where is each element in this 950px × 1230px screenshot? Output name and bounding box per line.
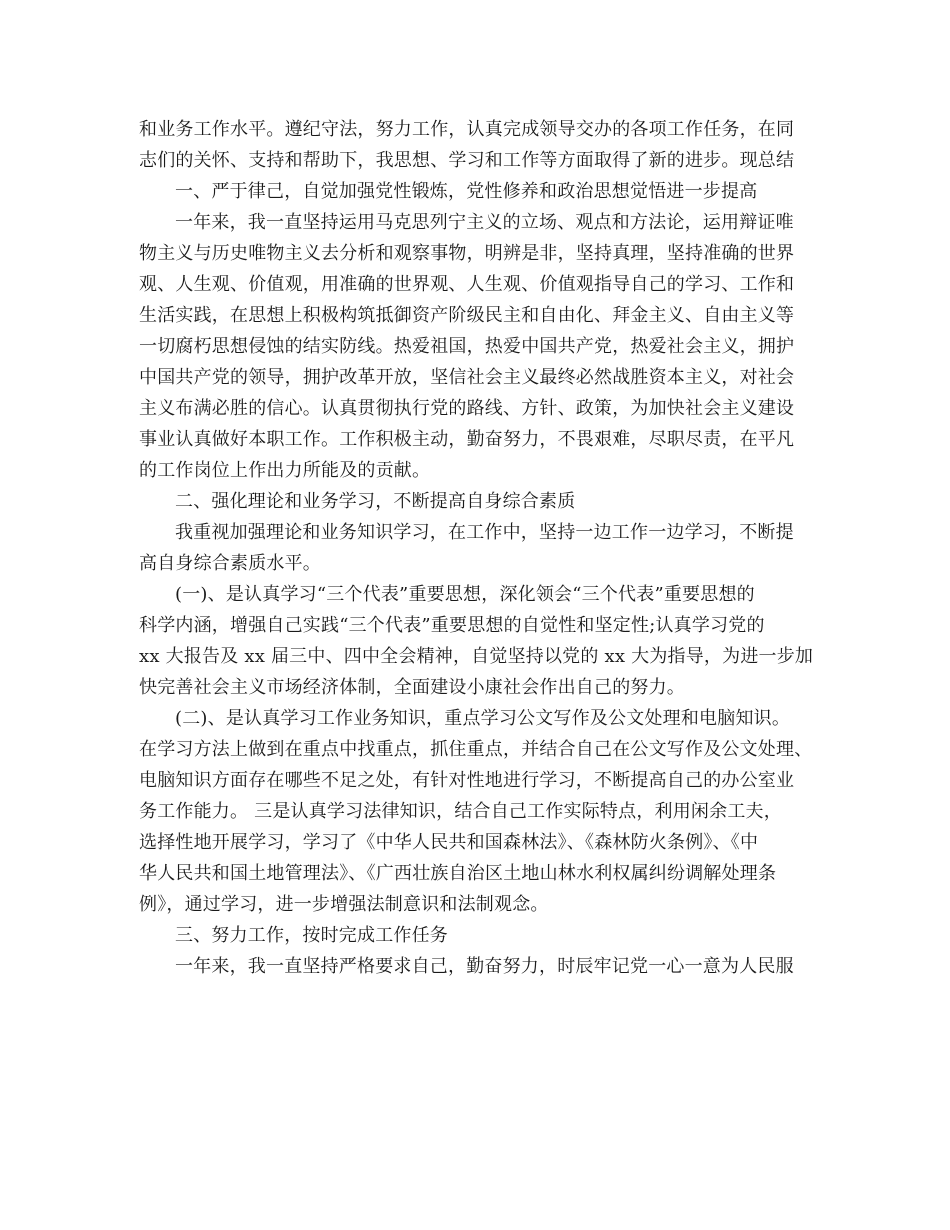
document-body	[139, 114, 829, 982]
section-heading: 三、努力工作，按时完成工作任务	[175, 925, 448, 946]
text-line: 一年来，我一直坚持严格要求自己，勤奋努力，时辰牢记党一心一意为人民服	[175, 956, 794, 977]
text-line: 华人民共和国土地管理法》、《广西壮族自治区土地山林水利权属纠纷调解处理条	[139, 863, 777, 884]
text-line: 我重视加强理论和业务知识学习，在工作中，坚持一边工作一边学习，不断提	[175, 522, 794, 543]
text-line: 一年来，我一直坚持运用马克思列宁主义的立场、观点和方法论，运用辩证唯	[175, 212, 794, 233]
section-heading: 一、严于律己，自觉加强党性锻炼，党性修养和政治思想觉悟进一步提高	[175, 181, 758, 202]
text-line: 物主义与历史唯物主义去分析和观察事物，明辨是非，坚持真理，坚持准确的世界	[139, 243, 795, 264]
text-line: 电脑知识方面存在哪些不足之处，有针对性地进行学习，不断提高自己的办公室业	[139, 770, 795, 791]
text-line: 生活实践，在思想上积极构筑抵御资产阶级民主和自由化、拜金主义、自由主义等	[139, 305, 795, 326]
text-line: 主义布满必胜的信心。认真贯彻执行党的路线、方针、政策，为加快社会主义建设	[139, 398, 795, 419]
text-line: 和业务工作水平。遵纪守法，努力工作，认真完成领导交办的各项工作任务，在同	[139, 119, 795, 140]
text-line: 务工作能力。 三是认真学习法律知识，结合自己工作实际特点，利用闲余工夫，	[139, 801, 782, 822]
text-line: 志们的关怀、支持和帮助下，我思想、学习和工作等方面取得了新的进步。现总结	[139, 150, 795, 171]
text-line: 中国共产党的领导，拥护改革开放，坚信社会主义最终必然战胜资本主义，对社会	[139, 367, 795, 388]
text-line: 选择性地开展学习，学习了《中华人民共和国森林法》、《森林防火条例》、《中	[139, 832, 759, 853]
text-line: 高自身综合素质水平。	[139, 553, 321, 574]
text-line: 观、人生观、价值观，用准确的世界观、人生观、价值观指导自己的学习、工作和	[139, 274, 795, 295]
text-line: 一切腐朽思想侵蚀的结实防线。热爱祖国，热爱中国共产党，热爱社会主义，拥护	[139, 336, 795, 357]
text-line: 的工作岗位上作出力所能及的贡献。	[139, 460, 431, 481]
text-line: 例》，通过学习，进一步增强法制意识和法制观念。	[139, 894, 549, 915]
text-line: 在学习方法上做到在重点中找重点，抓住重点，并结合自己在公文写作及公文处理、	[139, 739, 813, 760]
text-line: (二)、是认真学习工作业务知识，重点学习公文写作及公文处理和电脑知识。	[175, 708, 791, 729]
text-line: 快完善社会主义市场经济体制，全面建设小康社会作出自己的努力。	[139, 677, 685, 698]
section-heading: 二、强化理论和业务学习，不断提高自身综合素质	[175, 491, 576, 512]
text-line: 事业认真做好本职工作。工作积极主动，勤奋努力，不畏艰难，尽职尽责，在平凡	[139, 429, 795, 450]
text-line: (一)、是认真学习“三个代表”重要思想，深化领会“三个代表”重要思想的	[175, 584, 755, 605]
text-line: 科学内涵，增强自己实践“三个代表”重要思想的自觉性和坚定性;认真学习党的	[139, 615, 765, 636]
text-line: xx 大报告及 xx 届三中、四中全会精神，自觉坚持以党的 xx 大为指导，为进一步加	[139, 646, 814, 667]
